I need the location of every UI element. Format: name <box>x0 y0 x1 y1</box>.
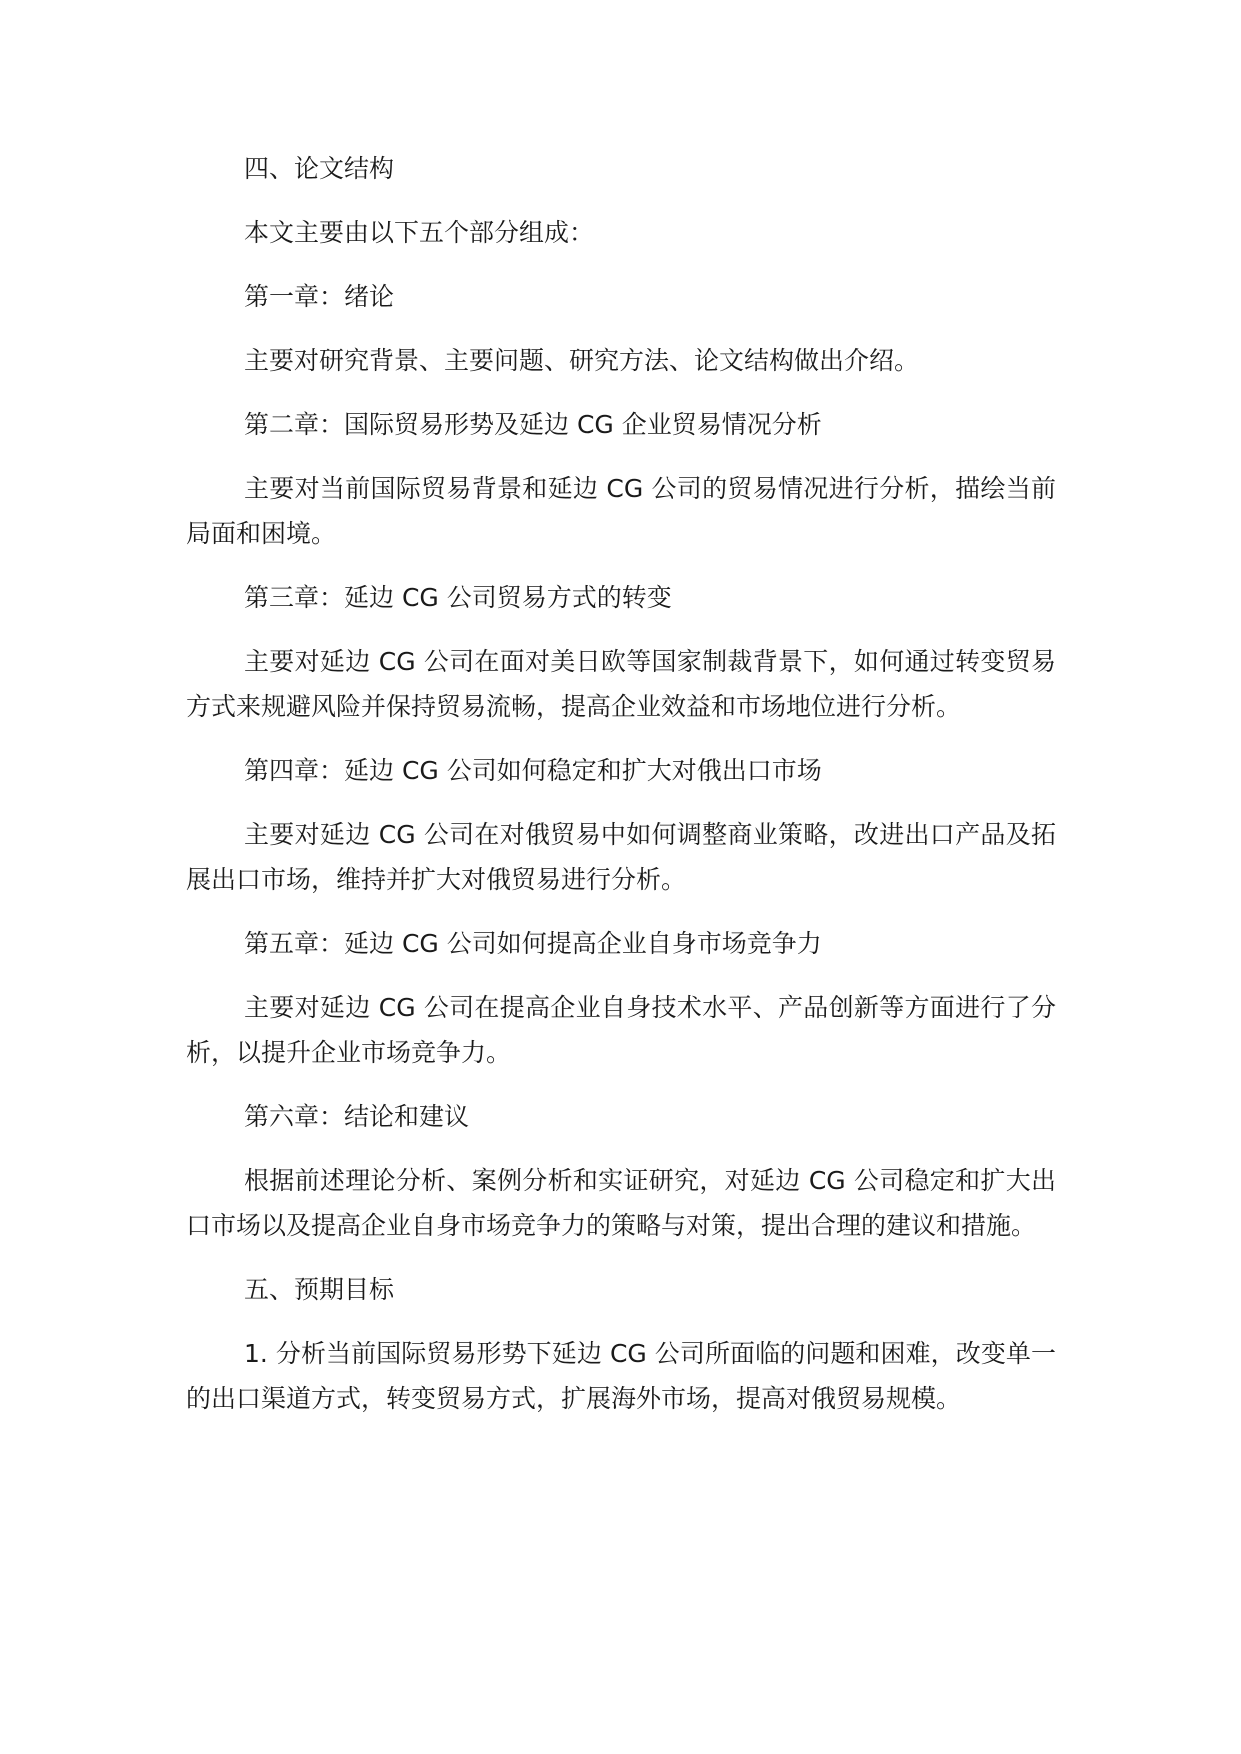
chapter-3-description: 主要对延边 CG 公司在面对美日欧等国家制裁背景下，如何通过转变贸易方式来规避风险并保持贸易流畅，提高企业效益和市场地位进行分析。 <box>186 647 1056 721</box>
chapter-5-description: 主要对延边 CG 公司在提高企业自身技术水平、产品创新等方面进行了分析，以提升企业市场竞争力。 <box>186 993 1056 1067</box>
chapter-1-title: 第一章：绪论 <box>244 282 395 311</box>
chapter-2-description: 主要对当前国际贸易背景和延边 CG 公司的贸易情况进行分析，描绘当前局面和困境。 <box>186 474 1056 548</box>
chapter-5-title: 第五章：延边 CG 公司如何提高企业自身市场竞争力 <box>244 929 822 958</box>
chapter-6-description: 根据前述理论分析、案例分析和实证研究，对延边 CG 公司稳定和扩大出口市场以及提高企业自身市场竞争力的策略与对策，提出合理的建议和措施。 <box>186 1166 1056 1240</box>
chapter-3-title: 第三章：延边 CG 公司贸易方式的转变 <box>244 583 672 612</box>
chapter-1-description: 主要对研究背景、主要问题、研究方法、论文结构做出介绍。 <box>244 346 920 375</box>
chapter-4-title: 第四章：延边 CG 公司如何稳定和扩大对俄出口市场 <box>244 756 822 785</box>
goal-item-1: 1. 分析当前国际贸易形势下延边 CG 公司所面临的问题和困难，改变单一的出口渠道方式，转变贸易方式，扩展海外市场，提高对俄贸易规模。 <box>186 1339 1056 1413</box>
section-heading-expected-goals: 五、预期目标 <box>244 1275 395 1304</box>
chapter-2-title: 第二章：国际贸易形势及延边 CG 企业贸易情况分析 <box>244 410 822 439</box>
chapter-6-title: 第六章：结论和建议 <box>244 1102 470 1131</box>
chapter-4-description: 主要对延边 CG 公司在对俄贸易中如何调整商业策略，改进出口产品及拓展出口市场，维持并扩大对俄贸易进行分析。 <box>186 820 1056 894</box>
document-body <box>186 146 1056 1440</box>
section-heading-thesis-structure: 四、论文结构 <box>244 154 395 183</box>
paragraph-intro: 本文主要由以下五个部分组成： <box>244 218 595 247</box>
